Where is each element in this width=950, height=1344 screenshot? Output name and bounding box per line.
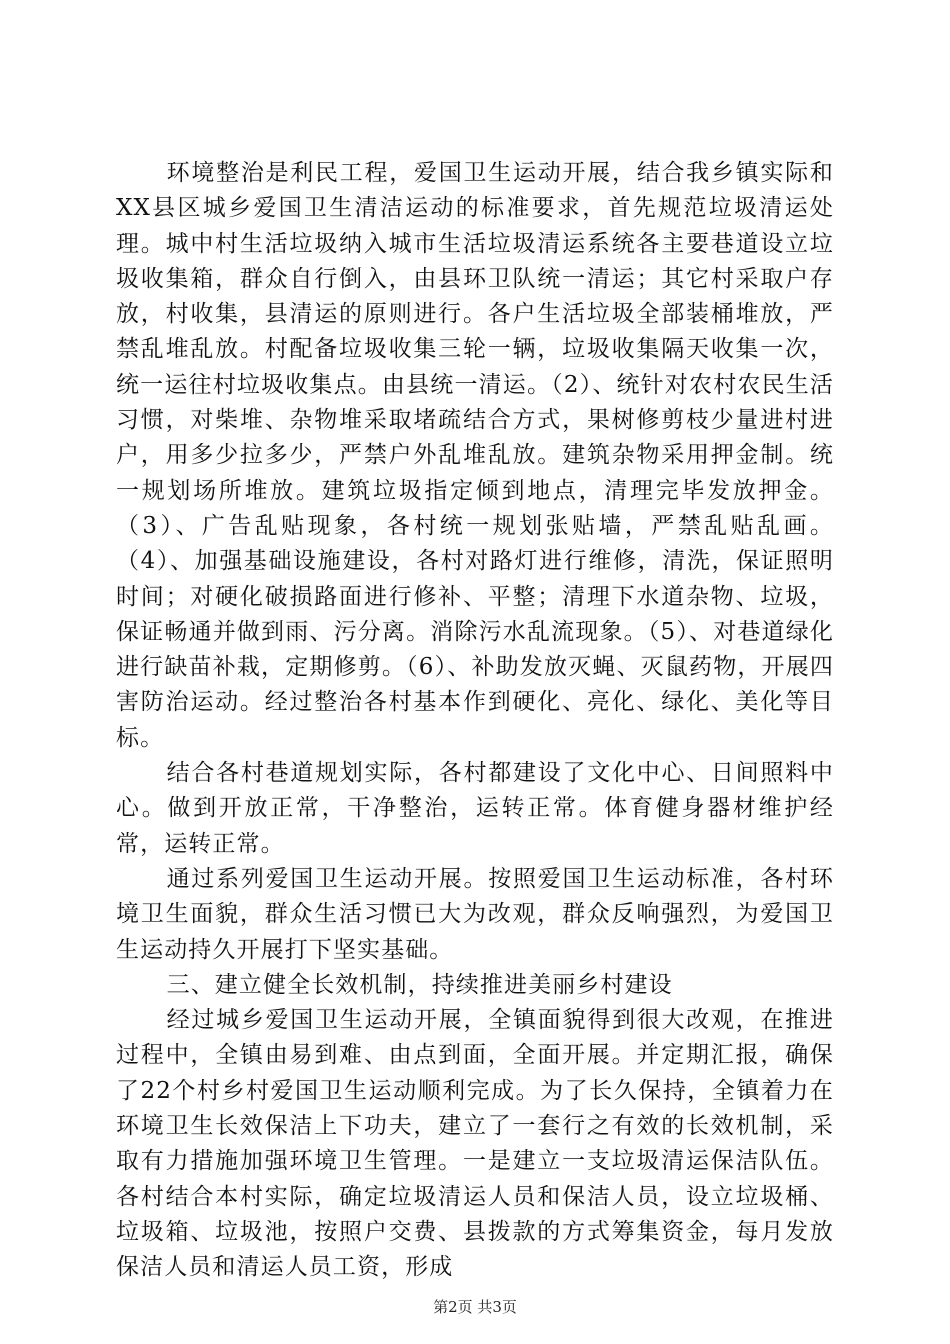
document-body	[116, 156, 834, 1286]
paragraph-long-term-mechanism: 经过城乡爱国卫生运动开展，全镇面貌得到很大改观，在推进过程中，全镇由易到难、由点到面，全面开展。并定期汇报，确保了22个村乡村爱国卫生运动顺利完成。为了长久保持，全镇着力在环境卫生长效保洁上下功夫，建立了一套行之有效的长效机制，采取有力措施加强环境卫生管理。一是建立一支垃圾清运保洁队伍。各村结合本村实际，确定垃圾清运人员和保洁人员，设立垃圾桶、垃圾箱、垃圾池，按照户交费、县拨款的方式筹集资金，每月发放保洁人员和清运人员工资，形成	[116, 1007, 834, 1281]
page-number-footer: 第2页 共3页	[433, 1298, 517, 1316]
section-heading-long-term-mechanism: 三、建立健全长效机制，持续推进美丽乡村建设	[166, 971, 673, 998]
paragraph-environment-remediation: 环境整治是利民工程，爱国卫生运动开展，结合我乡镇实际和XX县区城乡爱国卫生清洁运动的标准要求，首先规范垃圾清运处理。城中村生活垃圾纳入城市生活垃圾清运系统各主要巷道设立垃圾收集箱，群众自行倒入，由县环卫队统一清运；其它村采取户存放，村收集，县清运的原则进行。各户生活垃圾全部装桶堆放，严禁乱堆乱放。村配备垃圾收集三轮一辆，垃圾收集隔天收集一次，统一运往村垃圾收集点。由县统一清运。（2）、统针对农村农民生活习惯，对柴堆、杂物堆采取堵疏结合方式，果树修剪枝少量进村进户，用多少拉多少，严禁户外乱堆乱放。建筑杂物采用押金制。统一规划场所堆放。建筑垃圾指定倾到地点，清理完毕发放押金。（3）、广告乱贴现象，各村统一规划张贴墙，严禁乱贴乱画。（4）、加强基础设施建设，各村对路灯进行维修，清洗，保证照明时间；对硬化破损路面进行修补、平整；清理下水道杂物、垃圾，保证畅通并做到雨、污分离。消除污水乱流现象。（5）、对巷道绿化进行缺苗补栽，定期修剪。（6）、补助发放灭蝇、灭鼠药物，开展四害防治运动。经过整治各村基本作到硬化、亮化、绿化、美化等目标。	[116, 160, 834, 751]
paragraph-campaign-results: 通过系列爱国卫生运动开展。按照爱国卫生运动标准，各村环境卫生面貌，群众生活习惯已大为改观，群众反响强烈，为爱国卫生运动持久开展打下坚实基础。	[116, 865, 834, 963]
paragraph-culture-center: 结合各村巷道规划实际，各村都建设了文化中心、日间照料中心。做到开放正常，干净整治，运转正常。体育健身器材维护经常，运转正常。	[116, 760, 834, 857]
